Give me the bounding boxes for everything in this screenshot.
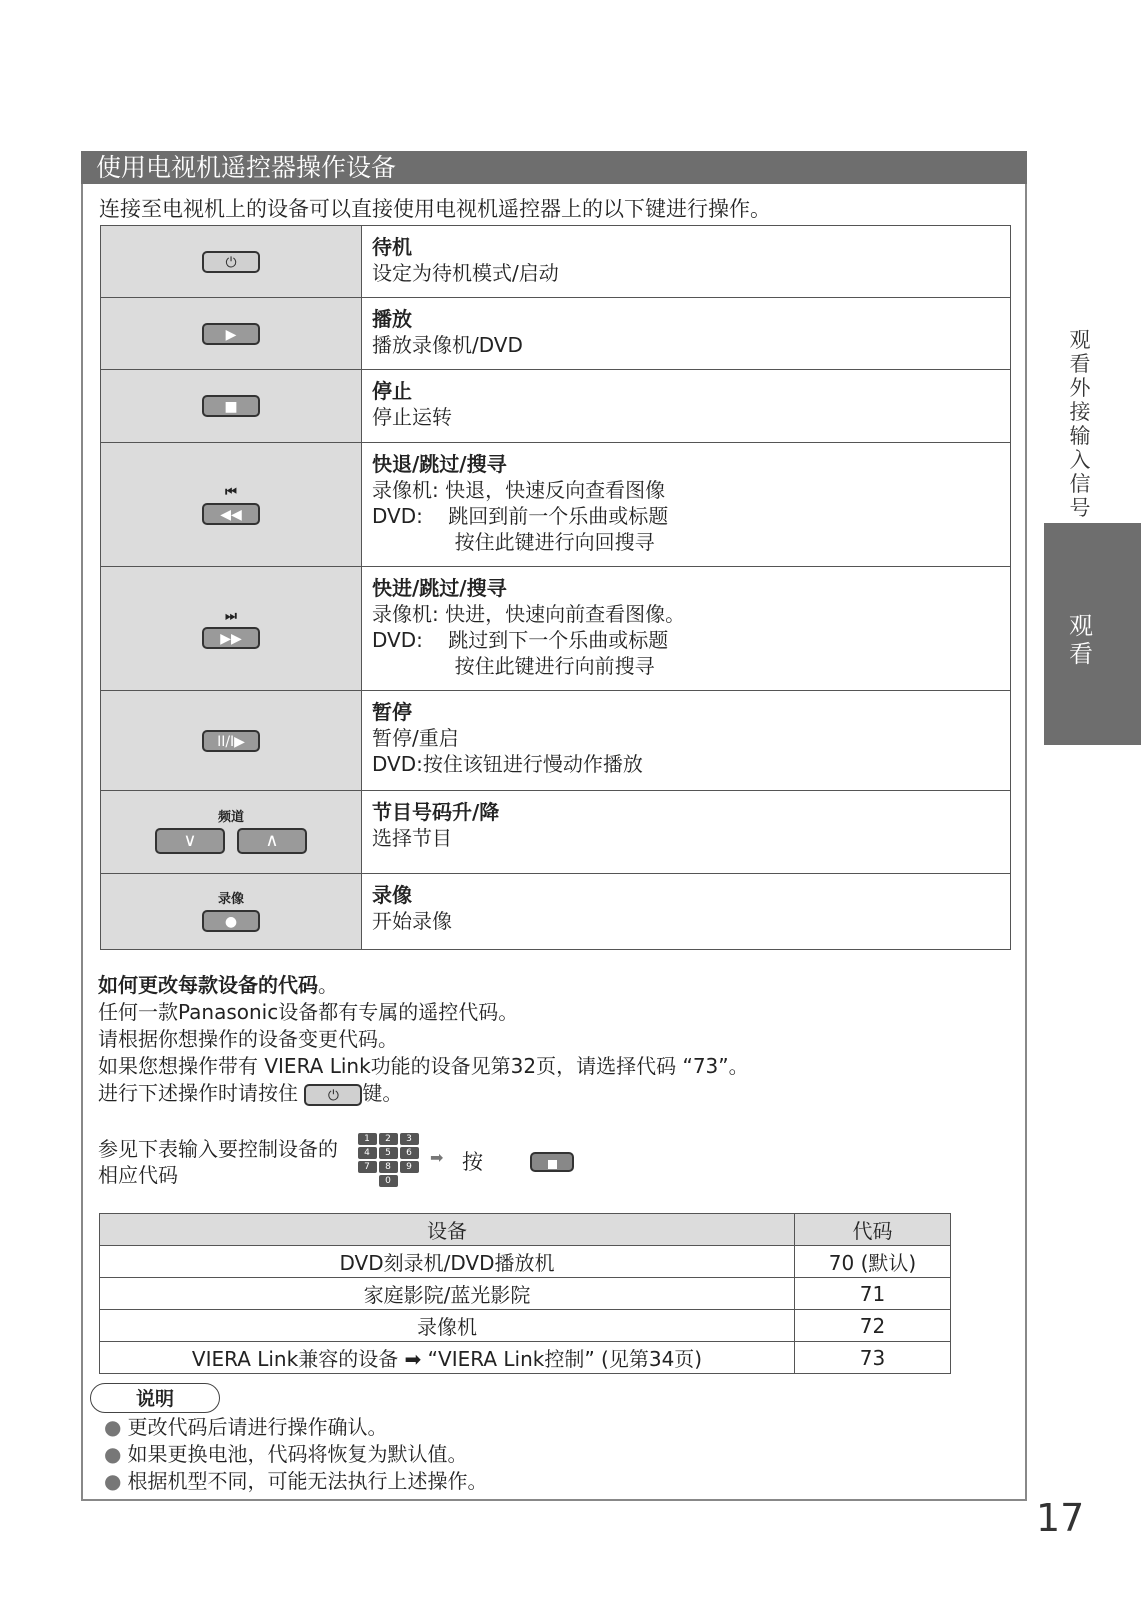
table-row: 录像 ● 录像 开始录像 (101, 874, 1011, 950)
table-header: 设备 代码 (100, 1214, 951, 1246)
press-label: 按 (462, 1150, 483, 1174)
ref-text: 参见下表输入要控制设备的相应代码 (98, 1137, 338, 1187)
key-title: 快退/跳过/搜寻 (372, 452, 507, 476)
skip-back-icon: ⏮ (225, 484, 237, 500)
skip-forward-icon: ⏭ (225, 608, 237, 624)
arrow-right-icon: ➡ (430, 1148, 444, 1167)
stop-button-icon (530, 1152, 574, 1172)
key-title: 播放 (372, 307, 412, 331)
note-label: 说明 (90, 1383, 220, 1413)
channel-label: 频道 (217, 810, 244, 825)
page-number: 17 (1036, 1496, 1085, 1540)
side-tab-label: 观看 (1069, 612, 1093, 668)
table-row: DVD刻录机/DVD播放机 70 (默认) (100, 1246, 951, 1278)
table-row: ⏮ ◀◀ 快退/跳过/搜寻 录像机: 快退，快速反向查看图像 DVD: 跳回到前一个乐曲或标题 按住此键进行向回搜寻 (101, 443, 1011, 567)
channel-down-icon: ∨ (155, 828, 225, 854)
key-title: 录像 (372, 883, 412, 907)
power-button-icon: ⏻ (304, 1084, 362, 1106)
pause-button-icon: II/I▶ (202, 730, 260, 752)
how-heading: 如何更改每款设备的代码 (98, 973, 318, 997)
table-row: II/I▶ 暂停 暂停/重启 DVD:按住该钮进行慢动作播放 (101, 691, 1011, 791)
record-label: 录像 (217, 891, 244, 907)
list-item: ● 更改代码后请进行操作确认。 (104, 1415, 388, 1439)
key-title: 节目号码升/降 (372, 800, 500, 824)
table-row: ▶ 播放 播放录像机/DVD (101, 298, 1011, 370)
table-row: ■ 停止 停止运转 (101, 370, 1011, 443)
table-row: 家庭影院/蓝光影院 71 (100, 1278, 951, 1310)
numeric-keypad-icon: 1 2 3 4 5 6 7 8 9 0 (356, 1133, 420, 1189)
list-item: ● 根据机型不同，可能无法执行上述操作。 (104, 1469, 488, 1493)
fast-forward-button-icon: ▶▶ (202, 627, 260, 649)
table-row: VIERA Link兼容的设备 ➡ “VIERA Link控制” (见第34页) 73 (100, 1342, 951, 1374)
side-section-label: 观看外接输入信号 (1069, 328, 1091, 520)
record-button-icon: ● (202, 910, 260, 932)
how-to-section: 如何更改每款设备的代码。 任何一款Panasonic设备都有专属的遥控代码。 请根据你想操作的设备变更代码。 如果您想操作带有 VIERA Link功能的设备见第32页，请选择代码 “73”。 进行下述操作时请按住 ⏻ 键。 (98, 973, 749, 1105)
table-row: 频道 ∨ ∧ 节目号码升/降 选择节目 (101, 791, 1011, 874)
table-row: ⏻ 待机 设定为待机模式/启动 (101, 226, 1011, 298)
key-table (100, 225, 1011, 950)
code-table (99, 1213, 951, 1374)
notes-list (104, 1414, 487, 1495)
stop-button-icon: ■ (202, 395, 260, 417)
key-title: 暂停 (372, 700, 412, 724)
intro-text: 连接至电视机上的设备可以直接使用电视机遥控器上的以下键进行操作。 (99, 197, 771, 221)
key-title: 快进/跳过/搜寻 (372, 576, 507, 600)
key-title: 待机 (372, 235, 412, 259)
key-title: 停止 (372, 379, 412, 403)
play-button-icon: ▶ (202, 323, 260, 345)
power-button-icon: ⏻ (202, 251, 260, 273)
table-row: ⏭ ▶▶ 快进/跳过/搜寻 录像机: 快进，快速向前查看图像。 DVD: 跳过到下一个乐曲或标题 按住此键进行向前搜寻 (101, 567, 1011, 691)
table-row: 录像机 72 (100, 1310, 951, 1342)
rewind-button-icon: ◀◀ (202, 503, 260, 525)
channel-up-icon: ∧ (237, 828, 307, 854)
list-item: ● 如果更换电池，代码将恢复为默认值。 (104, 1442, 468, 1466)
page-title: 使用电视机遥控器操作设备 (81, 151, 1027, 184)
